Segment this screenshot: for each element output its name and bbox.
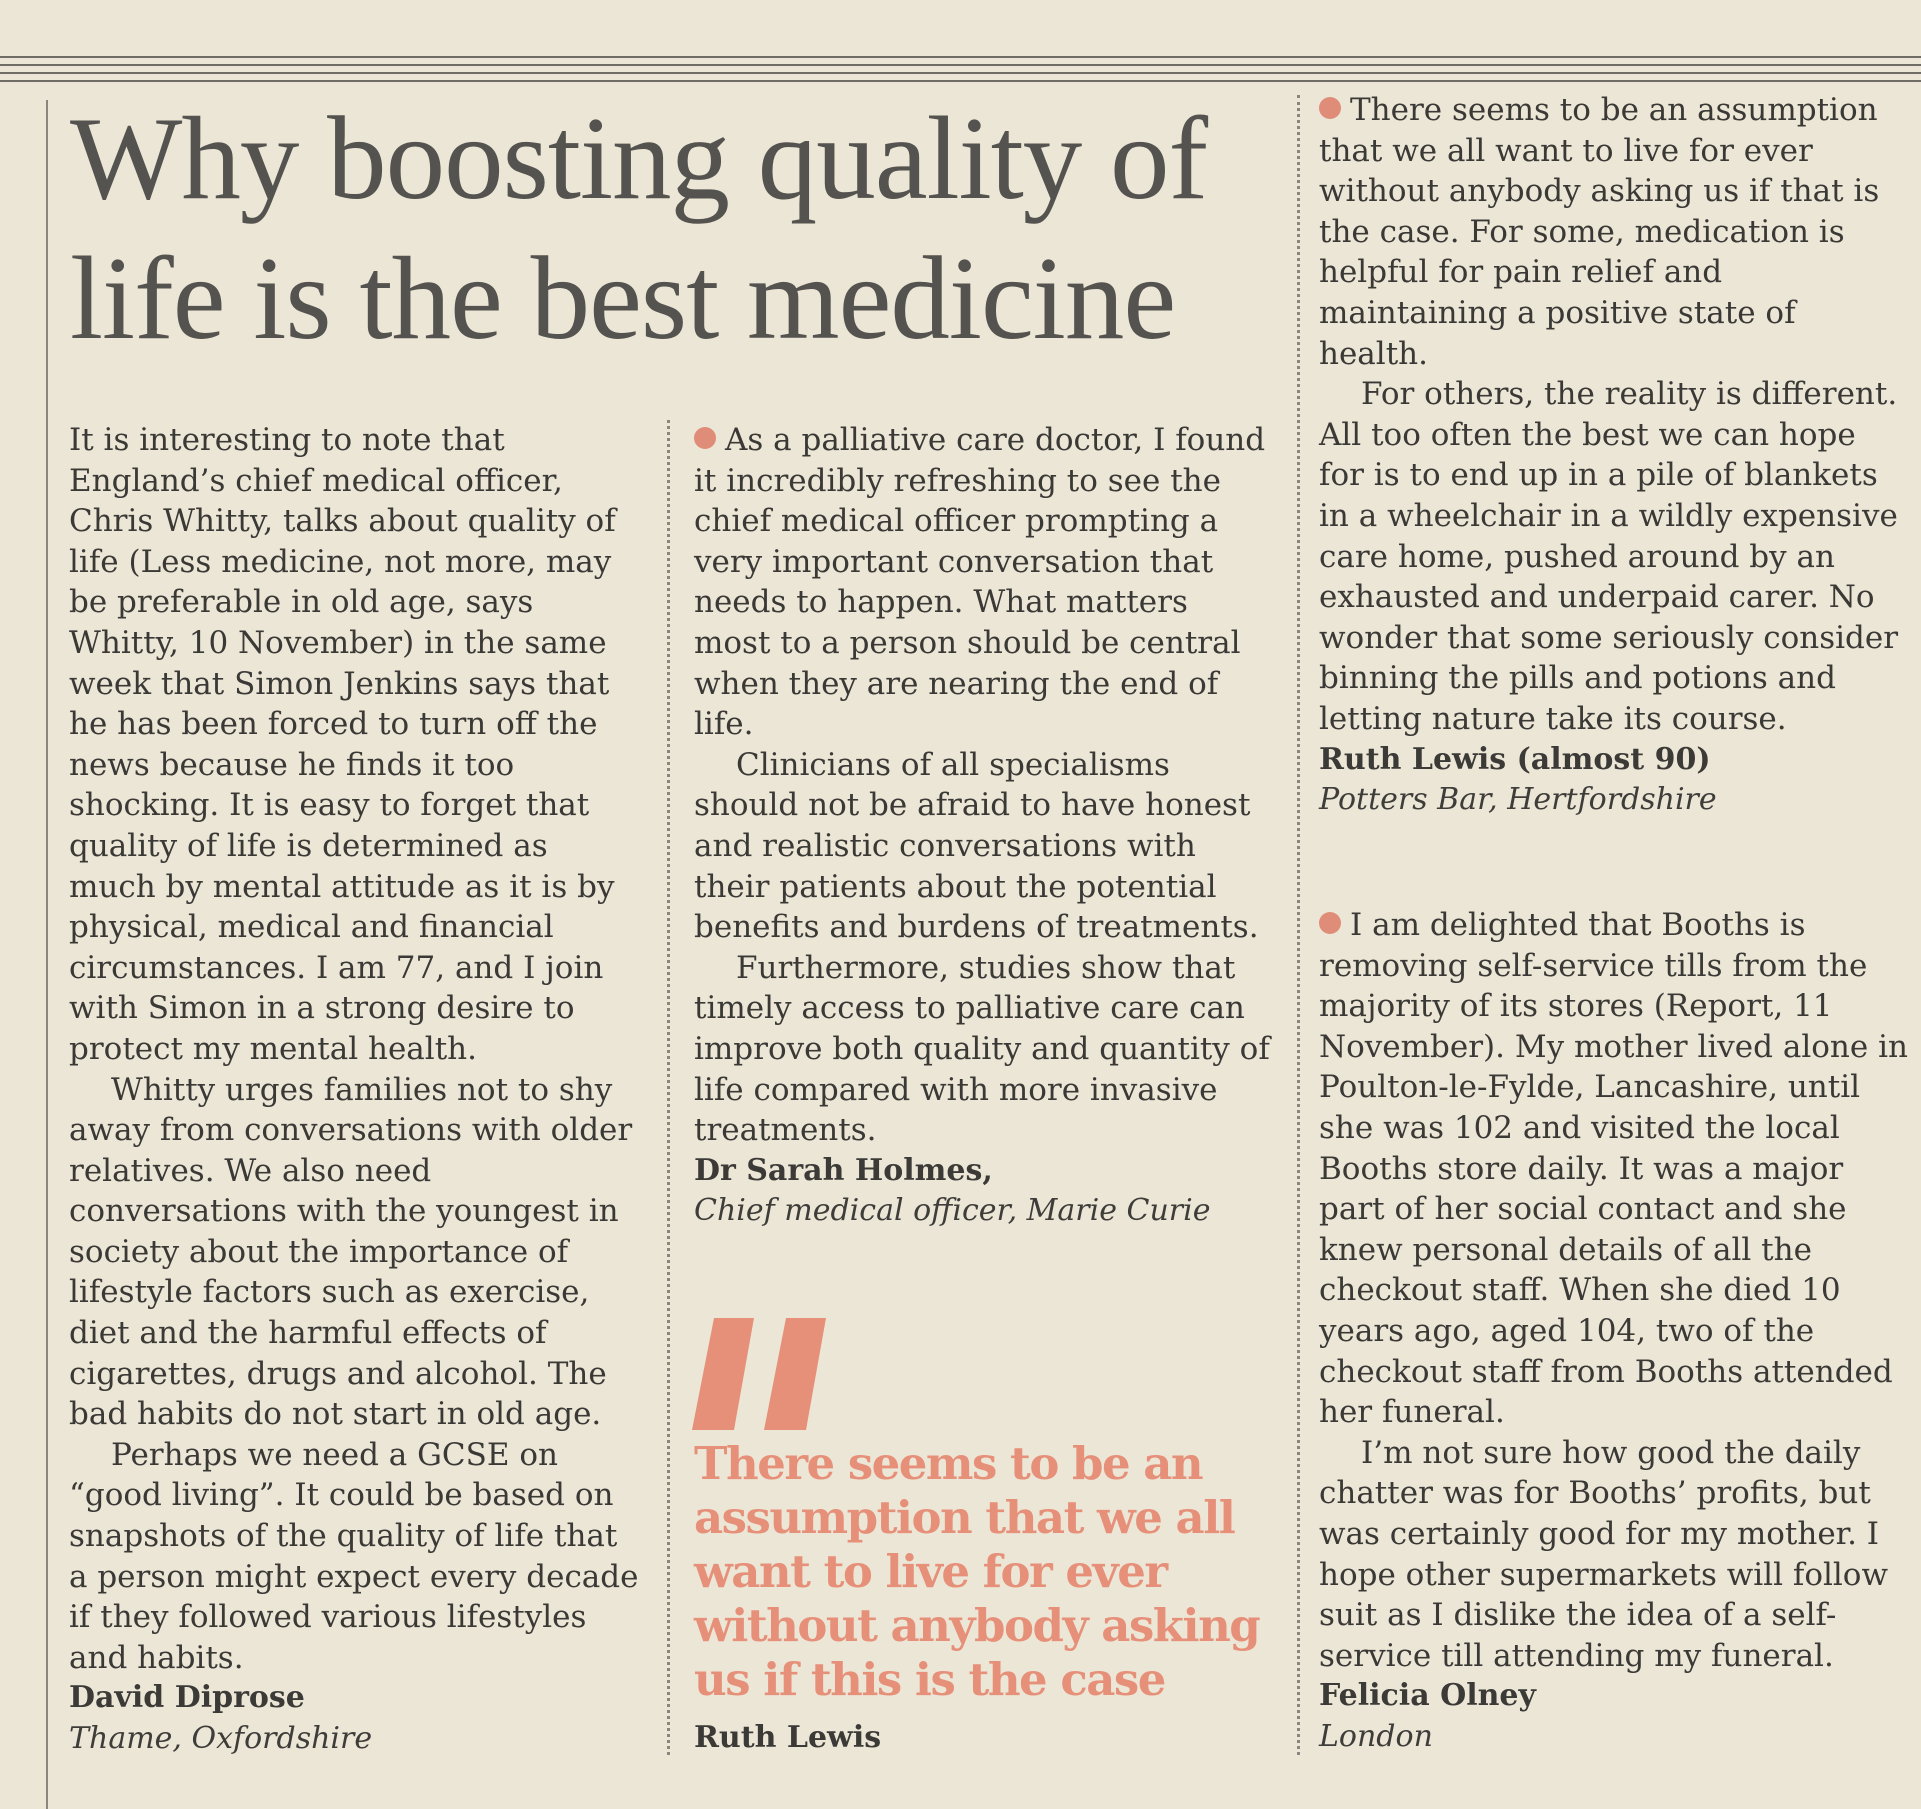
top-rule <box>0 64 1921 66</box>
top-rule <box>0 56 1921 58</box>
bullet-icon <box>1319 912 1341 934</box>
letter-paragraph: I’m not sure how good the daily chatter was for Booths’ profits, but was certainly good for my mother. I hope other supermarkets will follow suit as I dislike the idea of a self-service till attending my funeral. <box>1319 1434 1889 1674</box>
letter-location: Potters Bar, Hertfordshire <box>1319 782 1717 818</box>
letter-paragraph: It is interesting to note that England’s chief medical officer, Chris Whitty, talks about quality of life (Less medicine, not more, may be preferable in old age, says Whitty, 10 November) in the same week that Simon Jenkins says that he has been forced to turn off the news because he finds it too shocking. It is easy to forget that quality of life is determined as much by mental attitude as it is by physical, medical and financial circumstances. I am 77, and I join with Simon in a strong desire to protect my mental health. <box>69 422 616 1067</box>
letter-author: David Diprose <box>69 1680 305 1716</box>
letter-paragraph: Furthermore, studies show that timely access to palliative care can improve both quality and quantity of life compared with more invasive treatments. <box>694 949 1270 1149</box>
pull-quote: There seems to be an assumption that we all want to live for ever without anybody asking us if this is the case <box>694 1437 1260 1706</box>
letter-paragraph: There seems to be an assumption that we all want to live for ever without anybody asking us if that is the case. For some, medication is helpful for pain relief and maintaining a positive state of health. <box>1319 92 1880 372</box>
left-column-rule <box>46 100 48 1809</box>
letter-paragraph: I am delighted that Booths is removing self-service tills from the majority of its stores (Report, 11 November). My mother lived alone in Poulton-le-Fylde, Lancashire, until she was 102 and visited the local Booths store daily. It was a major part of her social contact and she knew personal details of all the checkout staff. When she died 10 years ago, aged 104, two of the checkout staff from Booths attended her funeral. <box>1319 907 1908 1431</box>
letter-paragraph: Perhaps we need a GCSE on “good living”. It could be based on snapshots of the quality of life that a person might expect every decade if they followed various lifestyles and habits. <box>69 1436 639 1676</box>
bullet-icon <box>694 427 716 449</box>
letter-paragraph: Whitty urges families not to shy away from conversations with older relatives. We also need conversations with the youngest in society about the importance of lifestyle factors such as exercise, diet and the harmful effects of cigarettes, drugs and alcohol. The bad habits do not start in old age. <box>69 1071 633 1433</box>
letter-4 <box>1319 905 1909 1757</box>
letter-location: Thame, Oxfordshire <box>69 1721 373 1756</box>
column-divider <box>1297 95 1300 1755</box>
top-rule <box>0 72 1921 74</box>
letter-location: London <box>1319 1718 1433 1754</box>
letter-paragraph: Clinicians of all specialisms should not be afraid to have honest and realistic conversations with their patients about the potential benefits and burdens of treatments. <box>694 746 1259 946</box>
letter-paragraph: For others, the reality is different. All too often the best we can hope for is to end up in a pile of blankets in a wheelchair in a wildly expensive care home, pushed around by an exhausted and underpaid carer. No wonder that some seriously consider binning the pills and potions and letting nature take its course. <box>1319 376 1899 737</box>
letter-paragraph: As a palliative care doctor, I found it incredibly refreshing to see the chief medical officer prompting a very important conversation that needs to happen. What matters most to a person should be central when they are nearing the end of life. <box>694 422 1266 743</box>
letter-location: Chief medical officer, Marie Curie <box>694 1193 1211 1229</box>
letter-2 <box>694 420 1274 1232</box>
pull-quote-author: Ruth Lewis <box>694 1720 882 1755</box>
letter-1 <box>69 420 639 1760</box>
top-rule <box>0 80 1921 82</box>
letter-3 <box>1319 90 1909 821</box>
page-title: Why boosting quality of life is the best medicine <box>70 92 1208 364</box>
letter-author: Ruth Lewis (almost 90) <box>1319 741 1711 777</box>
column-divider <box>667 420 670 1755</box>
letter-author: Felicia Olney <box>1319 1678 1536 1714</box>
letter-author: Dr Sarah Holmes, <box>694 1152 993 1188</box>
quote-mark-icon <box>692 1318 852 1438</box>
bullet-icon <box>1319 97 1341 119</box>
